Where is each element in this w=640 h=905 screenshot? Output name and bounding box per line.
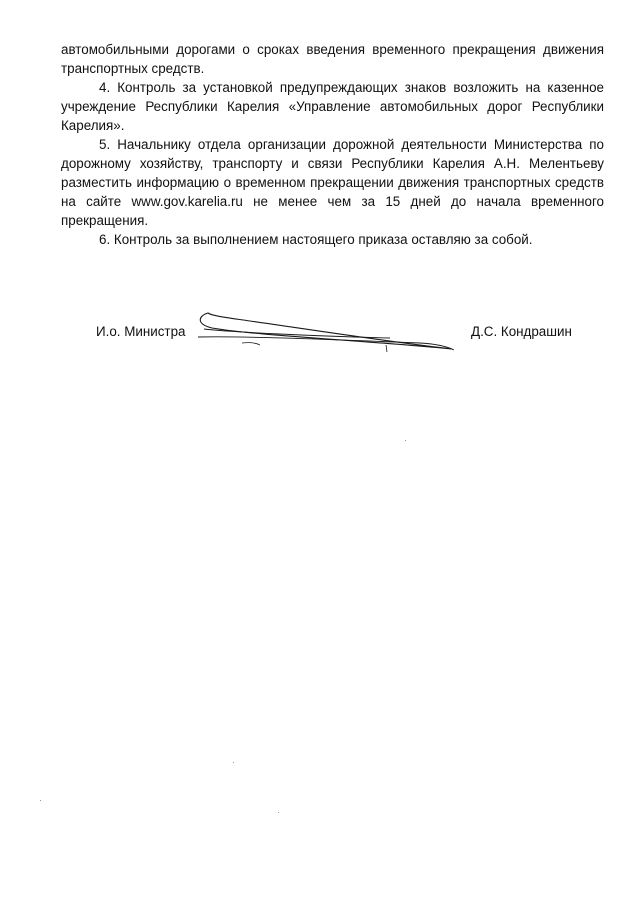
paragraph-6: 6. Контроль за выполнением настоящего приказа оставляю за собой. xyxy=(99,232,533,247)
handwritten-signature xyxy=(190,310,462,360)
scan-speck xyxy=(405,440,406,441)
document-body xyxy=(61,40,604,249)
signatory-title: И.о. Министра xyxy=(96,324,186,339)
paragraph-3-continuation: автомобильными дорогами о сроках введения временного прекращения движения транспортных средств. xyxy=(61,42,604,76)
scan-speck xyxy=(278,812,279,813)
signatory-name: Д.С. Кондрашин xyxy=(471,324,572,339)
scan-speck xyxy=(40,800,41,801)
signature-block xyxy=(0,310,640,360)
scan-speck xyxy=(233,762,234,763)
paragraph-5: 5. Начальнику отдела организации дорожной деятельности Министерства по дорожному хозяйству, транспорту и связи Республики Карелия А.Н. Мелентьеву разместить информацию о временном прекращении движения транспортных средств на сайте www.gov.karelia.ru не менее чем за 15 дней до начала временного прекращения. xyxy=(61,137,604,228)
paragraph-4: 4. Контроль за установкой предупреждающих знаков возложить на казенное учреждение Республики Карелия «Управление автомобильных дорог Республики Карелия». xyxy=(61,80,604,133)
